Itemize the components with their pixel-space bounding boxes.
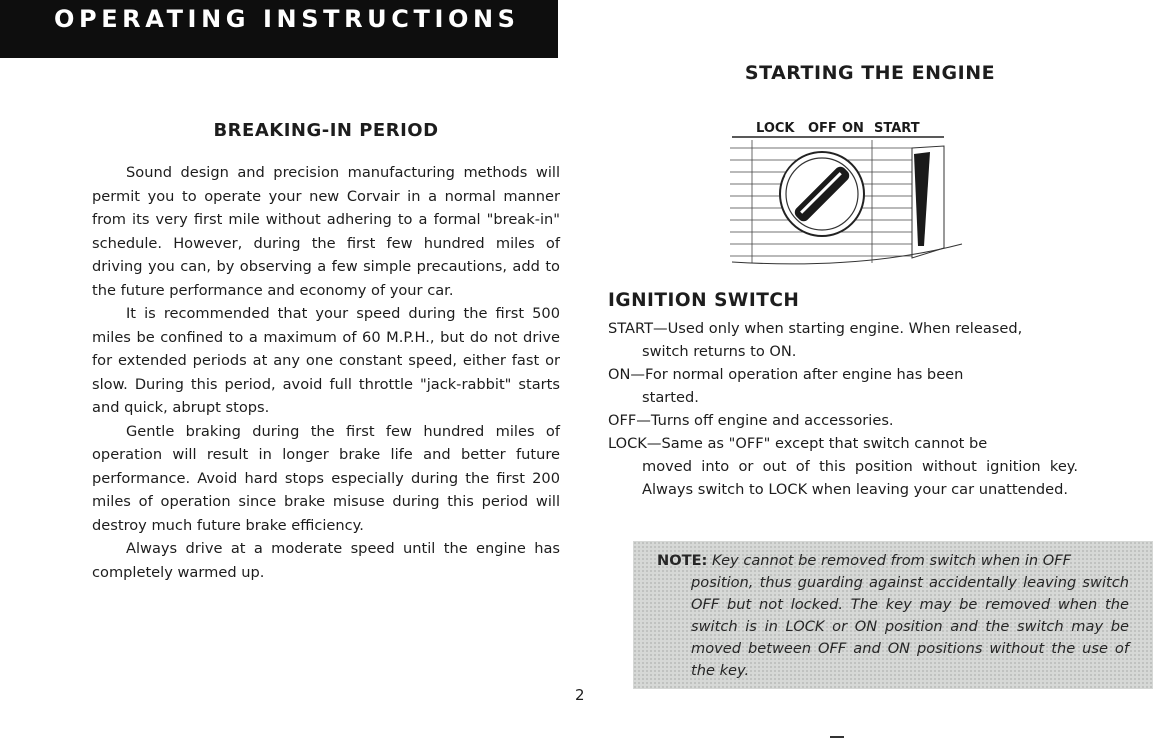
ignition-item-lock: LOCK—Same as "OFF" except that switch cannot be moved into or out of this position without ignition key. Always switch to LOCK when leaving your car unattended. — [608, 432, 1078, 501]
section-banner: OPERATING INSTRUCTIONS — [0, 0, 558, 58]
def-lock-cont: moved into or out of this position without ignition key. Always switch to LOCK when leaving your car unattended. — [642, 458, 1078, 498]
diagram-label-on: ON — [842, 121, 864, 136]
starting-heading: STARTING THE ENGINE — [744, 62, 996, 84]
breaking-in-paragraph: Always drive at a moderate speed until the engine has completely warmed up. — [92, 540, 560, 581]
ignition-item-off: OFF—Turns off engine and accessories. — [608, 412, 894, 429]
def-lock: Same as "OFF" except that switch cannot be — [661, 435, 988, 452]
note-first-line: Key cannot be removed from switch when in OFF — [712, 552, 1072, 569]
ignition-item-on: ON—For normal operation after engine has been started. — [608, 363, 1078, 409]
ignition-switch-section — [608, 290, 1078, 501]
term-lock: LOCK — [608, 435, 647, 452]
term-start: START — [608, 320, 654, 337]
ignition-switch-diagram — [722, 118, 972, 278]
ignition-item-start: START—Used only when starting engine. When released, switch returns to ON. — [608, 317, 1078, 363]
note-box — [633, 541, 1153, 689]
def-off: Turns off engine and accessories. — [650, 412, 894, 429]
breaking-in-title: BREAKING-IN PERIOD — [213, 120, 439, 141]
starting-section — [608, 62, 1078, 112]
note-continuation: position, thus guarding against accidentally leaving switch OFF but not locked. The key may be removed when the switch is in LOCK or ON position and the switch may be moved between OFF and ON positions without the use of the key. — [691, 574, 1129, 679]
ignition-title: IGNITION SWITCH — [608, 290, 800, 311]
diagram-label-lock: LOCK — [756, 121, 795, 136]
note-label: NOTE: — [657, 552, 708, 569]
diagram-label-start: START — [874, 121, 920, 136]
breaking-in-paragraph: Sound design and precision manufacturing methods will permit you to operate your new Corvair in a normal manner from its very first mile without adhering to a formal "break-in" schedule. However, during the first few hundred miles of driving you can, by observing a few simple precautions, add to the future performance and economy of your car. — [92, 164, 560, 299]
breaking-in-section — [92, 120, 560, 584]
term-on: ON — [608, 366, 631, 383]
def-on-cont: started. — [642, 389, 699, 406]
page-number: 2 — [575, 686, 585, 704]
term-off: OFF — [608, 412, 637, 429]
def-start: Used only when starting engine. When released, — [667, 320, 1023, 337]
def-start-cont: switch returns to ON. — [642, 343, 797, 360]
diagram-label-off: OFF — [808, 121, 837, 136]
breaking-in-paragraph: It is recommended that your speed during the first 500 miles be confined to a maximum of 60 M.P.H., but do not drive for extended periods at any one constant speed, either fast or slow. During this period, avoid full throttle "jack-rabbit" starts and quick, abrupt stops. — [92, 305, 560, 416]
def-on: For normal operation after engine has been — [645, 366, 964, 383]
breaking-in-paragraph: Gentle braking during the first few hundred miles of operation will result in longer brake life and better future performance. Avoid hard stops especially during the first 200 miles of operation since brake misuse during this period will destroy much future brake efficiency. — [92, 422, 560, 534]
bottom-mark — [830, 736, 844, 738]
